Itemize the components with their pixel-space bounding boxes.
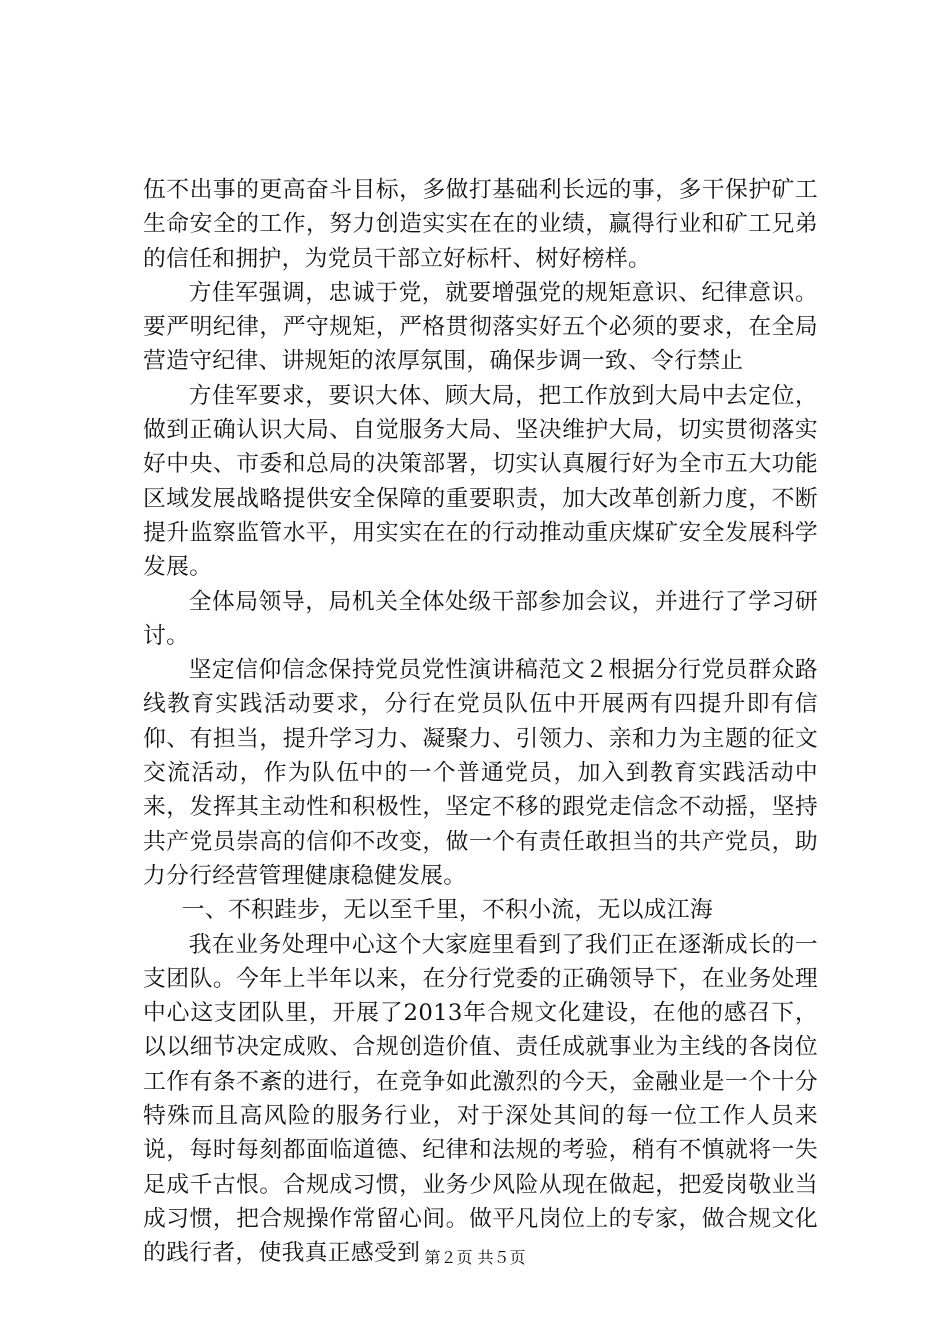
- paragraph-business-center: 我在业务处理中心这个大家庭里看到了我们正在逐渐成长的一支团队。今年上半年以来，在分行党委的正确领导下，在业务处理中心这支团队里，开展了2013年合规文化建设，在他的感召下，以以细节决定成败、合规创造价值、责任成就事业为主线的各岗位工作有条不紊的进行，在竞争如此激烈的今天，金融业是一个十分特殊而且高风险的服务行业，对于深处其间的每一位工作人员来说，每时每刻都面临道德、纪律和法规的考验，稍有不慎就将一失足成千古恨。合规成习惯，业务少风险从现在做起，把爱岗敬业当成习惯，把合规操作常留心间。做平凡岗位上的专家，做合规文化的践行者，使我真正感受到: [143, 931, 818, 1267]
- page-number-footer: 第２页 共５页: [424, 1248, 526, 1267]
- paragraph-fang-jiajun-requires: 方佳军要求，要识大体、顾大局，把工作放到大局中去定位，做到正确认识大局、自觉服务大局、坚决维护大局，切实贯彻落实好中央、市委和总局的决策部署，切实认真履行好为全市五大功能区域发展战略提供安全保障的重要职责，加大改革创新力度，不断提升监察监管水平，用实实在在的行动推动重庆煤矿安全发展科学发展。: [143, 382, 818, 581]
- section-heading-one: 一、不积跬步，无以至千里，不积小流，无以成江海: [181, 897, 713, 924]
- paragraph-attendance: 全体局领导，局机关全体处级干部参加会议，并进行了学习研讨。: [143, 588, 818, 649]
- paragraph-continuation: 伍不出事的更高奋斗目标，多做打基础利长远的事，多干保护矿工生命安全的工作，努力创造实实在在的业绩，赢得行业和矿工兄弟的信任和拥护，为党员干部立好标杆、树好榜样。: [143, 177, 818, 272]
- paragraph-speech-intro: 坚定信仰信念保持党员党性演讲稿范文２根据分行党员群众路线教育实践活动要求，分行在党员队伍中开展两有四提升即有信仰、有担当，提升学习力、凝聚力、引领力、亲和力为主题的征文交流活动，作为队伍中的一个普通党员，加入到教育实践活动中来，发挥其主动性和积极性，坚定不移的跟党走信念不动摇，坚持共产党员崇高的信仰不改变，做一个有责任敢担当的共产党员，助力分行经营管理健康稳健发展。: [143, 657, 818, 889]
- paragraph-fang-jiajun-stresses: 方佳军强调，忠诚于党，就要增强党的规矩意识、纪律意识。要严明纪律，严守规矩，严格贯彻落实好五个必须的要求，在全局营造守纪律、讲规矩的浓厚氛围，确保步调一致、令行禁止: [143, 279, 818, 375]
- document-body: [143, 173, 818, 1271]
